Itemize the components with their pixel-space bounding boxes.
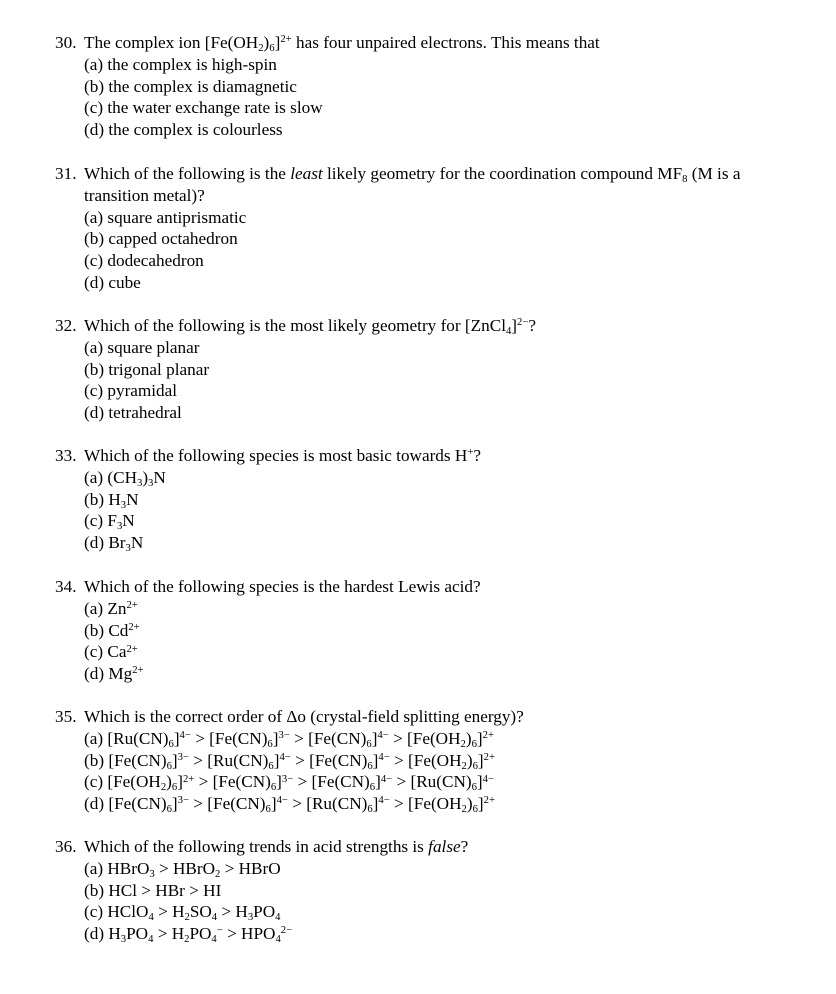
text-run: the complex is colourless (108, 120, 283, 140)
subscript: 6 (268, 760, 274, 772)
subscript: 3 (247, 912, 254, 924)
text-run: ] (511, 316, 518, 335)
superscript: 4− (179, 729, 191, 741)
subscript: 4 (275, 912, 281, 924)
text-run: capped octahedron (108, 229, 238, 249)
superscript: 2+ (280, 34, 292, 46)
subscript: 4 (211, 934, 217, 946)
text-run: > HBrO (220, 858, 281, 878)
option-text (107, 859, 280, 878)
text-run: Which of the following is the most likely geometry for [ZnCl (84, 316, 506, 335)
subscript: 6 (472, 804, 478, 816)
option-letter: (c) (84, 772, 104, 792)
option-letter: (c) (84, 902, 104, 922)
text-run: PO (189, 924, 212, 944)
option-text (108, 120, 282, 139)
text-run: Which of the following trends in acid strengths is (84, 837, 429, 856)
option-c (55, 771, 795, 793)
option-d (55, 793, 795, 815)
emphasis: false (428, 837, 461, 856)
subscript: 6 (171, 782, 178, 794)
text-run: ] (270, 794, 277, 814)
option-letter: (b) (84, 880, 105, 900)
text-run: Ca (107, 642, 127, 662)
text-run: ] (371, 728, 378, 748)
question-35 (55, 706, 795, 815)
superscript: + (467, 447, 474, 459)
option-letter: (d) (84, 794, 105, 814)
option-text (108, 924, 293, 946)
superscript: 2+ (483, 795, 495, 807)
text-run: > H (217, 902, 248, 922)
option-b (55, 76, 795, 98)
option-b (55, 359, 795, 381)
text-run: tetrahedral (108, 403, 182, 423)
subscript: 4 (275, 934, 281, 946)
subscript: 6 (369, 782, 376, 794)
text-run: [Fe(CN) (108, 750, 167, 770)
option-text (108, 273, 140, 292)
text-run: ) (263, 33, 270, 52)
text-run: > [Fe(CN) (293, 772, 370, 792)
text-run: > [Fe(CN) (190, 728, 268, 748)
option-text (107, 381, 177, 400)
option-a (55, 337, 795, 359)
text-run: ] (171, 794, 178, 814)
text-run: ) (466, 750, 473, 770)
option-list (55, 337, 795, 424)
subscript: 6 (166, 804, 172, 816)
superscript: 3− (177, 795, 189, 807)
text-run: ] (375, 772, 381, 792)
text-run: HBrO (107, 858, 150, 878)
emphasis: least (290, 164, 323, 183)
option-letter: (a) (84, 598, 104, 618)
option-text (108, 533, 144, 555)
superscript: 2+ (132, 665, 144, 677)
subscript: 8 (682, 173, 688, 185)
superscript: 4− (378, 751, 390, 763)
text-run: PO (253, 902, 276, 922)
option-a (55, 467, 795, 489)
text-run: HClO (107, 902, 149, 922)
option-b (55, 489, 795, 511)
subscript: 2 (461, 760, 467, 772)
text-run: > [Ru(CN) (189, 750, 269, 770)
superscript: 3− (177, 751, 189, 763)
text-run: H (108, 924, 121, 944)
text-run: ] (477, 750, 484, 770)
option-text (108, 621, 139, 640)
subscript: 2 (215, 868, 221, 880)
text-run: ] (476, 772, 483, 792)
subscript: 3 (149, 868, 155, 880)
subscript: 6 (367, 760, 373, 772)
superscript: 2− (517, 317, 529, 329)
option-d (55, 272, 795, 294)
text-run: ] (372, 750, 379, 770)
option-a (55, 598, 795, 620)
option-list (55, 54, 795, 141)
option-letter: (d) (84, 403, 105, 423)
option-a (55, 728, 795, 750)
subscript: 3 (148, 477, 154, 489)
text-run: F (107, 511, 117, 531)
option-c (55, 901, 795, 923)
question-number: 32. (55, 316, 77, 335)
option-text (108, 403, 181, 422)
text-run: > [Ru(CN) (287, 794, 368, 814)
superscript: 4− (276, 795, 288, 807)
text-run: ] (274, 33, 281, 52)
subscript: 2 (460, 738, 466, 750)
text-run: the water exchange rate is slow (107, 98, 323, 118)
option-text (107, 772, 494, 794)
option-text (107, 729, 494, 748)
option-a (55, 54, 795, 76)
option-letter: (d) (84, 924, 105, 944)
text-run: > [Fe(CN) (194, 772, 271, 792)
text-run: cube (108, 272, 141, 292)
text-run: square antiprismatic (107, 207, 247, 227)
question-number: 33. (55, 446, 77, 465)
text-run: ? (460, 837, 469, 856)
superscript: 2+ (126, 643, 138, 655)
option-b (55, 750, 795, 772)
text-run: > [Fe(CN) (289, 728, 367, 748)
option-b (55, 880, 795, 902)
question-stem (55, 32, 795, 54)
option-letter: (c) (84, 381, 104, 401)
subscript: 4 (148, 912, 154, 924)
subscript: 2 (184, 912, 190, 924)
option-b (55, 620, 795, 642)
option-text (108, 229, 237, 248)
option-list (55, 207, 795, 294)
question-text (84, 707, 524, 726)
superscript: 4− (482, 773, 494, 785)
text-run: ? (528, 316, 537, 335)
option-letter: (d) (84, 272, 105, 292)
question-32 (55, 315, 795, 424)
option-letter: (d) (84, 664, 105, 684)
text-run: ] (273, 750, 280, 770)
option-letter: (a) (84, 467, 104, 487)
superscript: 3− (281, 773, 294, 785)
option-letter: (d) (84, 120, 105, 140)
text-run: Which of the following is the (84, 164, 291, 183)
subscript: 4 (505, 325, 512, 337)
question-number: 34. (55, 577, 77, 596)
text-run: N (126, 489, 139, 509)
text-run: PO (126, 924, 149, 944)
question-text (84, 164, 740, 205)
option-d (55, 532, 795, 554)
superscript: 2+ (182, 773, 195, 785)
option-letter: (b) (84, 76, 105, 96)
option-d (55, 119, 795, 141)
text-run: dodecahedron (107, 251, 204, 271)
text-run: likely geometry for the coordination compound MF (322, 164, 683, 183)
subscript: 2 (258, 42, 264, 54)
option-text (108, 490, 138, 509)
option-d (55, 663, 795, 685)
option-c (55, 380, 795, 402)
question-stem (55, 315, 795, 337)
option-letter: (b) (84, 489, 105, 509)
subscript: 6 (366, 738, 372, 750)
option-text (108, 751, 495, 770)
text-run: ] (173, 728, 180, 748)
option-letter: (b) (84, 229, 105, 249)
subscript: 6 (472, 760, 478, 772)
question-number: 30. (55, 33, 77, 52)
text-run: ) (166, 772, 172, 792)
text-run: The complex ion [Fe(OH (84, 33, 259, 52)
text-run: H (108, 489, 121, 509)
option-letter: (c) (84, 251, 104, 271)
question-31 (55, 163, 795, 294)
option-b (55, 228, 795, 250)
option-text (107, 468, 165, 487)
subscript: 3 (120, 934, 127, 946)
option-letter: (d) (84, 533, 105, 553)
option-letter: (a) (84, 54, 104, 74)
option-text (107, 338, 199, 357)
question-stem (55, 706, 795, 728)
text-run: square planar (107, 337, 200, 357)
question-number: 35. (55, 707, 77, 726)
option-letter: (c) (84, 642, 104, 662)
subscript: 4 (211, 912, 218, 924)
subscript: 6 (166, 760, 172, 772)
text-run: > [Fe(CN) (290, 750, 368, 770)
option-c (55, 641, 795, 663)
option-letter: (a) (84, 207, 104, 227)
option-c (55, 97, 795, 119)
text-run: SO (189, 902, 212, 922)
option-letter: (b) (84, 359, 105, 379)
text-run: Mg (108, 664, 133, 684)
text-run: ? (473, 446, 481, 465)
option-text (108, 360, 209, 379)
question-number: 36. (55, 837, 77, 856)
subscript: 6 (168, 738, 174, 750)
subscript: 3 (136, 477, 143, 489)
option-list (55, 728, 795, 815)
question-text (84, 316, 536, 335)
text-run: trigonal planar (108, 359, 210, 379)
superscript: − (216, 925, 223, 937)
question-number: 31. (55, 164, 77, 183)
subscript: 6 (267, 738, 273, 750)
text-run: (M is a transition metal)? (84, 164, 741, 205)
subscript: 4 (148, 934, 154, 946)
option-c (55, 510, 795, 532)
question-30 (55, 32, 795, 141)
option-list (55, 858, 795, 945)
text-run: > HBrO (154, 858, 216, 878)
text-run: N (153, 467, 166, 487)
text-run: ] (177, 772, 183, 792)
option-text (107, 902, 281, 924)
text-run: Cd (108, 620, 129, 640)
option-d (55, 923, 795, 945)
text-run: (CH (107, 467, 137, 487)
text-run: ) (466, 794, 473, 814)
question-text (84, 446, 481, 465)
text-run: N (122, 511, 135, 531)
superscript: 4− (380, 773, 393, 785)
text-run: > H (153, 924, 185, 944)
text-run: > [Ru(CN) (392, 772, 472, 792)
subscript: 6 (265, 804, 271, 816)
question-text (84, 837, 468, 856)
subscript: 2 (461, 804, 467, 816)
question-36 (55, 836, 795, 945)
subscript: 6 (471, 738, 477, 750)
option-text (107, 98, 322, 117)
text-run: Br (108, 533, 126, 553)
subscript: 6 (269, 42, 275, 54)
text-run: ) (465, 728, 472, 748)
option-text (107, 55, 276, 74)
option-a (55, 858, 795, 880)
text-run: Which of the following species is most basic towards H (84, 446, 468, 465)
superscript: 2+ (483, 751, 495, 763)
text-run: Which is the correct order of Δo (crystal-field splitting energy)? (84, 707, 524, 726)
text-run: [Fe(CN) (108, 794, 167, 814)
text-run: > [Fe(OH (389, 794, 462, 814)
question-text (84, 577, 481, 596)
text-run: the complex is high-spin (107, 54, 277, 74)
option-text (107, 599, 137, 618)
option-text (107, 251, 203, 270)
question-stem (55, 445, 795, 467)
subscript: 3 (116, 521, 123, 533)
option-text (107, 642, 137, 661)
option-letter: (a) (84, 858, 104, 878)
text-run: > H (153, 902, 185, 922)
text-run: pyramidal (107, 381, 178, 401)
text-run: Zn (107, 598, 127, 618)
text-run: ] (272, 728, 279, 748)
option-letter: (a) (84, 337, 104, 357)
option-letter: (c) (84, 98, 104, 118)
question-33 (55, 445, 795, 554)
question-stem (55, 576, 795, 598)
option-text (107, 511, 135, 533)
superscript: 2+ (482, 729, 494, 741)
text-run: ) (142, 467, 149, 487)
question-34 (55, 576, 795, 685)
text-run: the complex is diamagnetic (108, 76, 297, 96)
text-run: ] (171, 750, 178, 770)
text-run: ] (476, 728, 483, 748)
option-text (107, 208, 246, 227)
superscript: 4− (377, 729, 389, 741)
superscript: 2+ (126, 599, 138, 611)
text-run: [Fe(OH (107, 772, 161, 792)
option-text (108, 664, 143, 683)
subscript: 3 (125, 543, 131, 555)
text-run: N (130, 533, 144, 553)
option-letter: (b) (84, 620, 105, 640)
subscript: 2 (184, 934, 190, 946)
subscript: 3 (120, 499, 127, 511)
option-list (55, 598, 795, 685)
option-letter: (b) (84, 750, 105, 770)
superscript: 3− (278, 729, 290, 741)
subscript: 6 (270, 782, 277, 794)
text-run: > [Fe(OH (388, 728, 461, 748)
text-run: has four unpaired electrons. This means that (291, 33, 600, 52)
superscript: 2− (280, 925, 293, 937)
subscript: 2 (160, 782, 167, 794)
superscript: 4− (378, 795, 390, 807)
text-run: ] (276, 772, 282, 792)
subscript: 6 (367, 804, 373, 816)
option-text (108, 794, 495, 816)
text-run: [Ru(CN) (107, 728, 169, 748)
option-letter: (c) (84, 511, 104, 531)
text-run: > [Fe(CN) (189, 794, 266, 814)
option-d (55, 402, 795, 424)
text-run: ] (372, 794, 379, 814)
question-stem (55, 836, 795, 858)
question-stem (55, 163, 795, 207)
option-c (55, 250, 795, 272)
text-run: HCl > HBr > HI (108, 880, 222, 900)
text-run: Which of the following species is the hardest Lewis acid? (84, 577, 481, 596)
subscript: 6 (471, 782, 477, 794)
option-letter: (a) (84, 728, 104, 748)
superscript: 2+ (128, 621, 140, 633)
text-run: ] (477, 794, 484, 814)
option-text (108, 881, 221, 900)
text-run: > HPO (222, 924, 276, 944)
question-text (84, 33, 600, 52)
option-list (55, 467, 795, 554)
option-a (55, 207, 795, 229)
text-run: > [Fe(OH (389, 750, 462, 770)
superscript: 4− (279, 751, 291, 763)
option-text (108, 77, 297, 96)
